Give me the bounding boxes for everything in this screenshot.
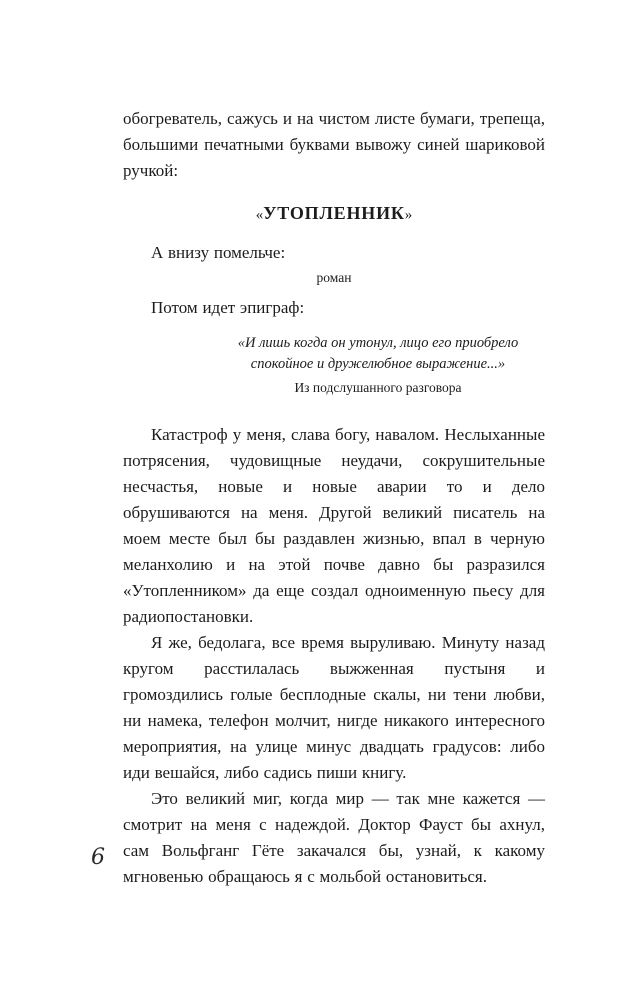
- body-paragraph-1: Катастроф у меня, слава богу, навалом. Неслыханные потрясения, чудовищные неудачи, сокрушительные несчастья, новые и новые аварии то и дело обрушиваются на меня. Другой великий писатель на моем месте был бы раздавлен жизнью, впал в черную меланхолию и на этой почве давно бы разразился «Утопленником» да еще создал одноименную пьесу для радиопостановки.: [123, 425, 545, 626]
- title-word: УТОПЛЕННИК: [263, 203, 405, 223]
- epigraph-source: Из подслушанного разговора: [294, 380, 462, 395]
- epigraph-line-1: «И лишь когда он утонул, лицо его приобрело: [237, 335, 519, 351]
- text-block: [123, 106, 545, 890]
- page-number: 6: [91, 845, 105, 870]
- after-title-line: А внизу помельче:: [151, 243, 286, 262]
- intro-paragraph: обогреватель, сажусь и на чистом листе бумаги, трепеща, большими печатными буквами вывожу синей шариковой ручкой:: [123, 109, 545, 180]
- epigraph-lead-line: Потом идет эпиграф:: [151, 298, 305, 317]
- genre-label: роман: [316, 270, 352, 285]
- body-paragraph-3: Это великий миг, когда мир — так мне кажется — смотрит на меня с надеждой. Доктор Фауст бы ахнул, сам Вольфганг Гёте закачался бы, узнай, к какому мгновенью обращаюсь я с мольбой остановиться.: [123, 789, 545, 886]
- epigraph-line-2: спокойное и дружелюбное выражение...»: [250, 356, 506, 372]
- epigraph: [211, 333, 545, 398]
- title-open-quote: «: [255, 207, 264, 223]
- book-title: [123, 200, 545, 228]
- body-paragraph-2: Я же, бедолага, все время выруливаю. Минуту назад кругом расстилалась выжженная пустыня и громоздились голые бесплодные скалы, ни тени любви, ни намека, телефон молчит, нигде никакого интересного мероприятия, на улице минус двадцать градусов: либо иди вешайся, либо садись пиши книгу.: [123, 633, 545, 782]
- title-close-quote: »: [404, 207, 413, 223]
